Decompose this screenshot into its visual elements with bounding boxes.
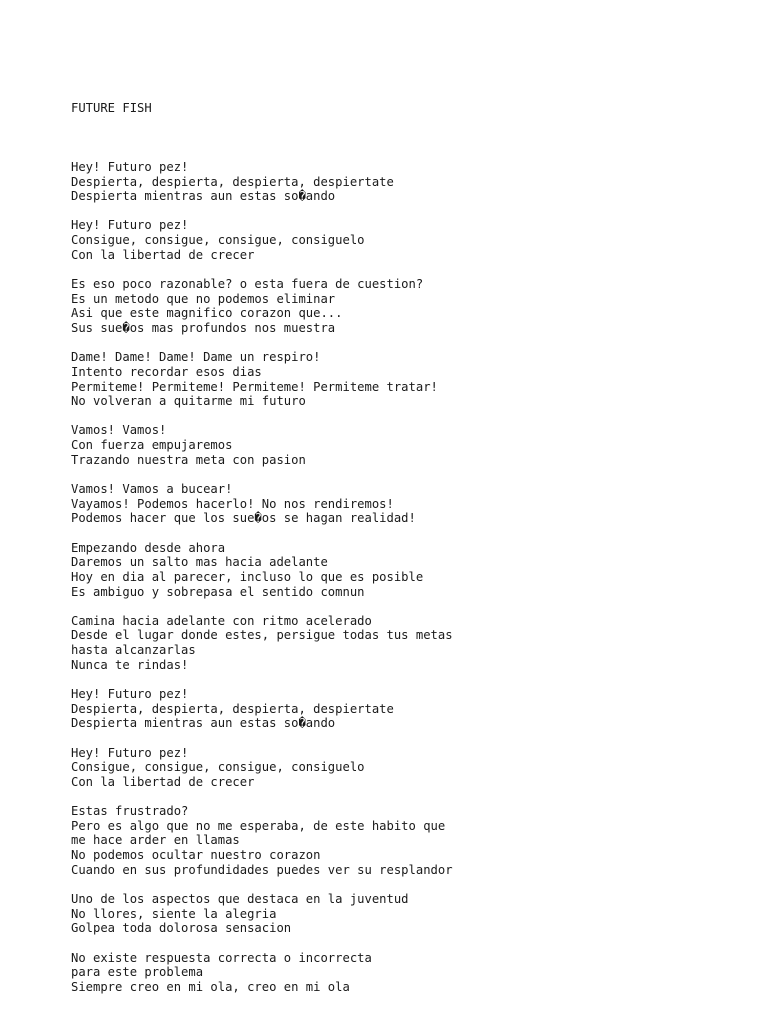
stanza	[71, 892, 751, 936]
lyric-line: Despierta mientras aun estas so�ando	[71, 189, 336, 204]
lyric-line: Vamos! Vamos!	[71, 423, 167, 438]
lyric-line: Con la libertad de crecer	[71, 774, 255, 789]
lyric-line: No llores, siente la alegria	[71, 906, 277, 921]
lyric-line: Despierta mientras aun estas so�ando	[71, 716, 336, 731]
lyric-line: Daremos un salto mas hacia adelante	[71, 555, 328, 570]
lyric-line: Hey! Futuro pez!	[71, 686, 189, 701]
lyric-line: Desde el lugar donde estes, persigue todas tus metas	[71, 628, 453, 643]
lyric-line: hasta alcanzarlas	[71, 643, 196, 658]
lyric-line: Golpea toda dolorosa sensacion	[71, 921, 292, 936]
stanza-list	[71, 160, 751, 995]
lyric-line: Con la libertad de crecer	[71, 247, 255, 262]
lyric-line: Con fuerza empujaremos	[71, 438, 233, 453]
lyric-line: Sus sue�os mas profundos nos muestra	[71, 320, 336, 335]
lyric-line: Estas frustrado?	[71, 804, 189, 819]
lyric-line: Podemos hacer que los sue�os se hagan realidad!	[71, 511, 416, 526]
stanza	[71, 160, 751, 204]
lyric-line: Es eso poco razonable? o esta fuera de cuestion?	[71, 277, 424, 292]
document-title: FUTURE FISH	[71, 101, 152, 116]
stanza	[71, 423, 751, 467]
lyric-line: Cuando en sus profundidades puedes ver su resplandor	[71, 862, 453, 877]
lyric-line: Despierta, despierta, despierta, despiertate	[71, 174, 394, 189]
lyric-line: Empezando desde ahora	[71, 540, 226, 555]
stanza	[71, 614, 751, 673]
lyric-line: Camina hacia adelante con ritmo acelerado	[71, 613, 372, 628]
lyric-line: me hace arder en llamas	[71, 833, 240, 848]
stanza	[71, 951, 751, 995]
stanza	[71, 541, 751, 600]
lyric-line: No volveran a quitarme mi futuro	[71, 394, 306, 409]
stanza	[71, 804, 751, 877]
stanza	[71, 277, 751, 336]
lyric-line: Siempre creo en mi ola, creo en mi ola	[71, 979, 350, 994]
lyric-line: Trazando nuestra meta con pasion	[71, 452, 306, 467]
lyric-line: Vayamos! Podemos hacerlo! No nos rendiremos!	[71, 496, 394, 511]
lyric-line: para este problema	[71, 965, 204, 980]
lyric-line: Uno de los aspectos que destaca en la juventud	[71, 891, 409, 906]
lyric-line: Despierta, despierta, despierta, despiertate	[71, 701, 394, 716]
lyric-line: Hey! Futuro pez!	[71, 745, 189, 760]
lyric-line: Es un metodo que no podemos eliminar	[71, 291, 336, 306]
stanza	[71, 218, 751, 262]
lyric-line: Asi que este magnifico corazon que...	[71, 306, 343, 321]
lyric-line: Hey! Futuro pez!	[71, 159, 189, 174]
stanza	[71, 687, 751, 731]
lyric-line: Permiteme! Permiteme! Permiteme! Permiteme tratar!	[71, 379, 438, 394]
lyric-line: Hey! Futuro pez!	[71, 218, 189, 233]
lyric-line: Dame! Dame! Dame! Dame un respiro!	[71, 350, 321, 365]
stanza	[71, 350, 751, 409]
lyric-line: Pero es algo que no me esperaba, de este habito que	[71, 818, 446, 833]
lyric-line: Hoy en dia al parecer, incluso lo que es posible	[71, 569, 424, 584]
lyric-line: No existe respuesta correcta o incorrecta	[71, 950, 372, 965]
lyric-line: Vamos! Vamos a bucear!	[71, 482, 233, 497]
stanza	[71, 482, 751, 526]
lyric-line: Nunca te rindas!	[71, 657, 189, 672]
lyric-line: Consigue, consigue, consigue, consiguelo	[71, 233, 365, 248]
lyric-line: No podemos ocultar nuestro corazon	[71, 848, 321, 863]
lyric-line: Es ambiguo y sobrepasa el sentido comnun	[71, 584, 365, 599]
lyric-line: Intento recordar esos dias	[71, 364, 262, 379]
lyric-line: Consigue, consigue, consigue, consiguelo	[71, 760, 365, 775]
stanza	[71, 746, 751, 790]
lyrics-text	[71, 72, 751, 1009]
